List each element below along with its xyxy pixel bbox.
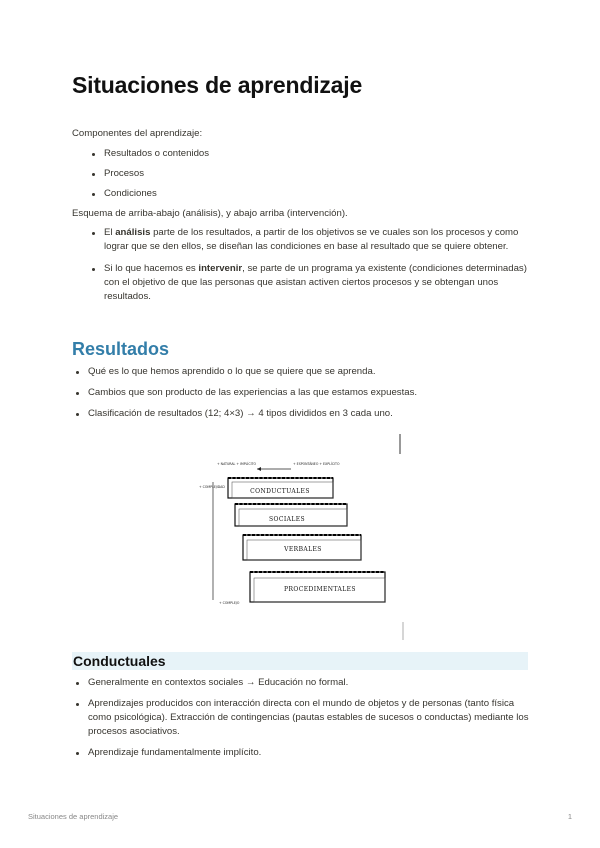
left-mid-label: + COMPLEJIDAD — [199, 485, 225, 489]
list-item: Cambios que son producto de las experiencias a las que estamos expuestas. — [72, 386, 417, 400]
left-top-label: + NATURAL + IMPLÍCITO — [217, 462, 256, 466]
section-heading-conductuales: Conductuales — [72, 652, 528, 670]
staircase-diagram — [195, 432, 410, 642]
resultados-list — [72, 365, 417, 421]
list-item: Aprendizajes producidos con interacción directa con el mundo de objetos y de personas (tanto física como psicológica). Extracción de contingencias (pautas estables de sucesos o conductas) mediante los procesos asociativos. — [72, 697, 530, 739]
stair-step-sociales — [235, 504, 347, 526]
step-label: PROCEDIMENTALES — [284, 586, 356, 593]
list-item: Procesos — [88, 167, 209, 181]
list-item: Condiciones — [88, 187, 209, 201]
bold-term: análisis — [115, 227, 151, 238]
list-item — [88, 262, 533, 304]
components-list — [88, 147, 209, 201]
step-label: CONDUCTUALES — [250, 488, 310, 495]
section-heading-resultados: Resultados — [72, 339, 170, 359]
list-item: Qué es lo que hemos aprendido o lo que se quiere que se aprenda. — [72, 365, 417, 379]
stair-step-conductuales — [228, 478, 333, 498]
bold-term: intervenir — [198, 263, 243, 274]
step-label: VERBALES — [284, 546, 322, 553]
components-label: Componentes del aprendizaje: — [72, 128, 203, 139]
list-item: Clasificación de resultados (12; 4×3) → 4 tipos divididos en 3 cada uno. — [72, 407, 417, 421]
step-label: SOCIALES — [269, 516, 305, 523]
stair-step-verbales — [243, 535, 361, 560]
scheme-label: Esquema de arriba-abajo (análisis), y abajo arriba (intervención). — [72, 208, 348, 219]
list-item: Generalmente en contextos sociales → Educación no formal. — [72, 676, 530, 690]
staircase-figure — [195, 432, 410, 642]
text-run: , se parte de un programa ya existente (condiciones determinadas) con el objetivo de que las personas que asistan activen ciertos procesos y se obtengan unos resultados. — [104, 263, 527, 302]
page-title: Situaciones de aprendizaje — [72, 72, 363, 98]
scheme-list — [88, 226, 533, 304]
conductuales-list — [72, 676, 530, 760]
footer-page-number: 1 — [567, 812, 572, 821]
text-run: parte de los resultados, a partir de los objetivos se ve cuales son los procesos y como lograr que se den ellos, se diseñan las condiciones en base al resultado que se quiere obtener. — [104, 227, 519, 252]
right-top-label: + ESPONTÁNEO + EXPLÍCITO — [293, 462, 340, 466]
arrow-head-icon — [257, 467, 261, 471]
text-run: El — [104, 227, 116, 238]
list-item: Resultados o contenidos — [88, 147, 209, 161]
list-item: Aprendizaje fundamentalmente implícito. — [72, 746, 530, 760]
text-run: Si lo que hacemos es — [104, 263, 199, 274]
stair-step-procedimentales — [250, 572, 385, 602]
footer-doc-title: Situaciones de aprendizaje — [28, 812, 119, 821]
bottom-left-label: + COMPLEJO — [219, 601, 240, 605]
list-item — [88, 226, 533, 254]
